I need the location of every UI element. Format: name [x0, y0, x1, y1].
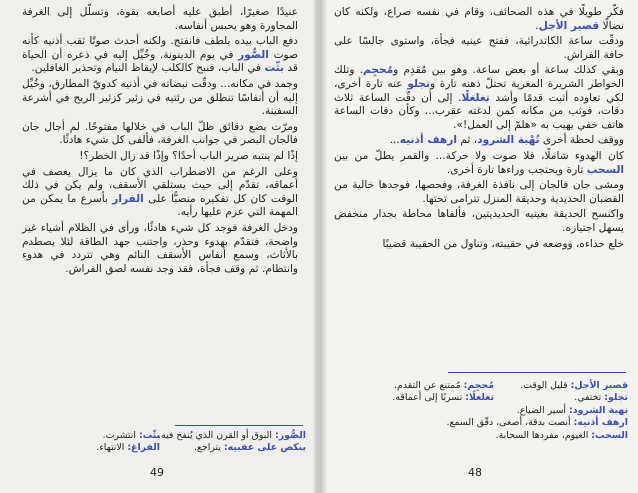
paragraph: كان الهدوء شاملًا، فلا صوت ولا حركة... والقمر يطلّ من بين السحب تارة ويحتجب وراءها تارة أخرى. — [334, 149, 624, 176]
glossary-entry — [446, 417, 628, 429]
glossary-definition: يتراجع. — [193, 442, 224, 454]
paragraph: فكّر طويلًا في هذه الصحائف، وقام في نفسه صراع، ولكنه كان نضالًا قصير الأجل. — [334, 6, 624, 32]
glossary-term: الصُّور: — [275, 430, 306, 441]
glossary-entry — [332, 380, 494, 392]
glossary-entry — [500, 392, 628, 404]
glossary-term: ارهف أذنيه: — [573, 417, 628, 429]
glossary-term: قصير الأجل: — [570, 380, 628, 391]
glossary-term: تغلغلًا: — [465, 392, 494, 404]
highlighted-term: تغلغلًا — [461, 91, 490, 104]
highlighted-term: قصير الأجل — [538, 19, 600, 32]
left-glossary-rule — [175, 425, 303, 426]
glossary-entry — [158, 430, 306, 442]
glossary-entry — [500, 405, 628, 417]
glossary-entry — [20, 430, 160, 442]
page-number-left: 49 — [150, 466, 164, 479]
paragraph: دفع الباب بيده بلطف فانفتح. ولكنه أحدث صوتًا ثقب أذنيه كأنه صوت الصُّور في يوم الدينونة. وخُيِّل إليه في ذعره أن الحياة قد بثّت في الباب، فنبح كالكلب لإيقاظ النيام وتحذير الغافلين. — [22, 35, 299, 75]
glossary-entry — [20, 442, 160, 454]
glossary-definition: الغيوم، مفردها السحابة. — [495, 429, 592, 441]
glossary-entry — [168, 442, 306, 454]
highlighted-term: الصُّور — [238, 48, 269, 61]
left-glossary-a — [158, 430, 306, 455]
highlighted-term: الفرار — [112, 192, 144, 205]
glossary-definition: تختفي. — [574, 392, 605, 404]
glossary-definition: مُمتنع عن التقدم. — [394, 380, 464, 391]
paragraph: وعلى الرغم من الاضطراب الذي كان ما يزال يعصف في أعماقه، تقدّم إلى حيث يستلقي الأسقف، ولم يكن في ذلك الوقت كان كل تفكيره منصبًّا على الفرار بأسرع ما يمكن من المهمة التي عزم عليها رأيه. — [22, 165, 298, 219]
paragraph: ووقف لحظة أخرى نُهْبة الشرود، ثم ارهف أذنيه... — [389, 134, 624, 147]
highlighted-term: نُهْبة الشرود — [477, 134, 540, 147]
glossary-entry — [500, 380, 628, 392]
glossary-term: نهبة الشرود: — [569, 404, 628, 416]
glossary-definition: قليل الوقت. — [520, 380, 571, 391]
highlighted-term: مُحجِم — [363, 64, 394, 77]
paragraph: ودخل الغرفة فوجد كل شيء هادئًا، ورأى في الظلام أشياء غير واضحة، فتقدّم بهدوء وحذر، واجتنب جهد الطاقة لئلا يصطدم بالأثاث، وسمع أنفاس الأسقف النائم وهي تتردد في هدوء وانتظام. ثم وقف فجأة، فقد وجد نفسه لصق الفراش. — [22, 221, 298, 275]
paragraph: وجمد في مكانه... ودقّت نبضاته في أذنيه كدويّ المطارق، وخُيِّل إليه أن أنفاسًا تنطلق من رئتيه في زئير كزئير الريح في أشرعة السفينة. — [22, 77, 298, 118]
paragraph: إذًا لم ينتبه صرير الباب أحدًا؟ وإذًا قد زال الخطر؟! — [79, 149, 298, 162]
paragraph: عنيدًا صغيرًا، أطبق عليه أصابعه بقوة، وتسلّل إلى الغرفة المجاورة وهو يحبس أنفاسه. — [22, 6, 298, 32]
glossary-term: بثّت: — [138, 430, 160, 441]
highlighted-term: تجلو — [407, 77, 430, 90]
right-page — [320, 0, 638, 493]
left-glossary-b — [20, 430, 160, 455]
paragraph: خلع حذاءه، ووضعه في حقيبته، وتناول من الحقيبة قضيبًا — [382, 237, 624, 250]
paragraph: ومشى جان فالجان إلى نافذة الغرفة، وفحصها، فوجدها خالية من القضبان الحديدية وحديقة المنزل تترامى تحتها. — [334, 179, 624, 205]
highlighted-term: ارهف أذنيه — [399, 134, 457, 147]
glossary-term: مُحجِم: — [463, 380, 494, 391]
highlighted-term: بثّت — [264, 62, 284, 75]
glossary-term: تجلو: — [604, 392, 628, 404]
right-glossary-rule — [448, 372, 626, 373]
paragraph: ومرّت بضع دقائق ظلّ الباب في خلالها مفتوحًا. لم أجال جان فالجان البصر في جوانب الغرفة، فألفى كل شيء هادئًا. — [22, 120, 298, 147]
glossary-definition: أسير الضياع. — [516, 404, 570, 416]
glossary-entry — [495, 429, 628, 442]
right-glossary-b — [332, 380, 494, 405]
page-number-right: 48 — [468, 466, 482, 479]
highlighted-term: السحب — [586, 163, 624, 176]
left-page-body — [22, 6, 298, 278]
paragraph: واكتسح الحديقة بعينيه الحديديتين، فألفاها محاطة بجدار منخفض يسهل اجتيازه. — [334, 208, 624, 234]
glossary-definition: انتشرت. — [102, 430, 139, 441]
glossary-term: الفراغ: — [127, 442, 160, 454]
glossary-definition: البوق أو القرن الذي يُنفخ فيه. — [158, 430, 275, 441]
right-page-body — [334, 6, 624, 253]
glossary-entry — [332, 392, 494, 404]
glossary-term: السحب: — [591, 429, 628, 441]
glossary-definition: تسربًا إلى أعماقه. — [392, 392, 466, 404]
paragraph: وبقي كذلك ساعة أو بعض ساعة. وهو بين مُقدِم ومُحجِم. وتلك الخواطر الشريرة المغرية تحتلّ ذهنه تارة وتجلو عنه تارة أخرى، لكي تعاوده أثبت قدمًا وأشد تغلغلًا. إلى أن دقّت الساعة ثلاث دقات، فوثب من مكانه كمن لدغته عقرب... وكأن دقات الساعة هاتف خفي يهيب به «هلمّ إلى العمل!». — [334, 64, 624, 131]
glossary-definition: الانتهاء. — [96, 442, 128, 454]
book-gutter — [314, 0, 326, 493]
glossary-term: ينكص على عقبيه: — [223, 442, 306, 454]
left-page — [0, 0, 318, 493]
glossary-definition: أنصت بدقة، أصغى، دقّق السمع. — [446, 417, 574, 429]
paragraph: ودقّت ساعة الكاتدرائية، ففتح عينيه فجأة، واستوى جالسًا على حافة الفراش. — [334, 35, 624, 61]
